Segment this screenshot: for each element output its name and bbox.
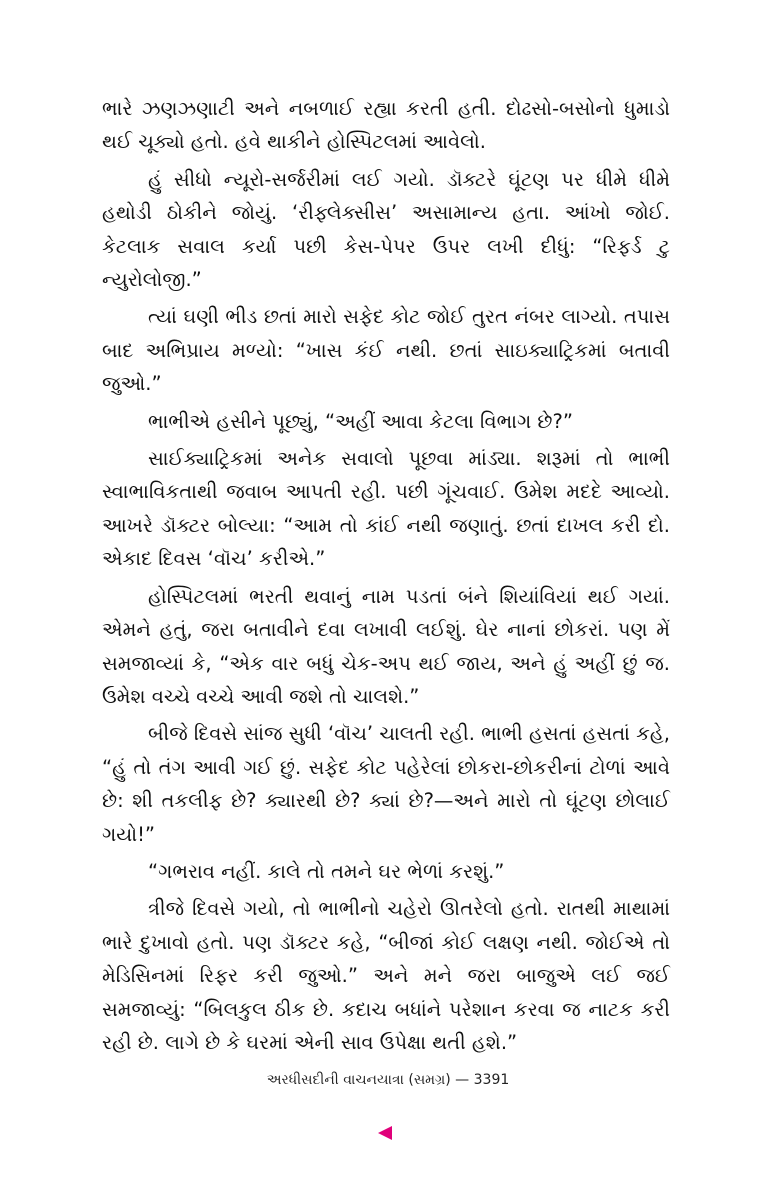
prev-page-arrow-icon[interactable] — [378, 1126, 392, 1140]
page-footer: અરધીસદીની વાચનયાત્રા (સમગ્ર) — 3391 — [266, 1072, 510, 1088]
paragraph-9: ત્રીજે દિવસે ગયો, તો ભાભીનો ચહેરો ઊતરેલો હતો. રાતથી માથામાં ભારે દુખાવો હતો. પણ ડૉક્ટર કહે, “બીજાં કોઈ લક્ષણ નથી. જોઈએ તો મેડિસિનમાં રિફર કરી જુઓ.” અને મને જરા બાજુએ લઈ જઈ સમજાવ્યું: “બિલકુલ ઠીક છે. કદાચ બધાંને પરેશાન કરવા જ નાટક કરી રહી છે. લાગે છે કે ઘરમાં એની સાવ ઉપેક્ષા થતી હશે.” — [102, 897, 670, 1054]
paragraph-1: ભારે ઝણઝણાટી અને નબળાઈ રહ્યા કરતી હતી. દોઢસો-બસોનો ધુમાડો થઈ ચૂક્યો હતો. હવે થાકીને હોસ્પિટલમાં આવેલો. — [102, 97, 670, 154]
paragraph-7: બીજે દિવસે સાંજ સુધી ‘વૉચ’ ચાલતી રહી. ભાભી હસતાં હસતાં કહે, “હું તો તંગ આવી ગઈ છું. સફેદ કોટ પહેરેલાં છોકરા-છોકરીનાં ટોળાં આવે છે: શી તકલીફ છે? ક્યારથી છે? ક્યાં છે?—અને મારો તો ઘૂંટણ છોલાઈ ગયો!” — [102, 722, 670, 846]
paragraph-6: હોસ્પિટલમાં ભરતી થવાનું નામ પડતાં બંને શિયાંવિયાં થઈ ગયાં. એમને હતું, જરા બતાવીને દવા લખાવી લઈશું. ઘેર નાનાં છોકરાં. પણ મેં સમજાવ્યાં કે, “એક વાર બધું ચેક-અપ થઈ જાય, અને હું અહીં છું જ. ઉમેશ વચ્ચે વચ્ચે આવી જશે તો ચાલશે.” — [102, 584, 670, 708]
paragraph-3: ત્યાં ઘણી ભીડ છતાં મારો સફેદ કોટ જોઈ તુરત નંબર લાગ્યો. તપાસ બાદ અભિપ્રાય મળ્યો: “ખાસ કંઈ નથી. છતાં સાઇક્યાટ્રિકમાં બતાવી જુઓ.” — [102, 305, 670, 396]
paragraph-5: સાઈક્યાટ્રિકમાં અનેક સવાલો પૂછવા માંડ્યા. શરૂમાં તો ભાભી સ્વાભાવિકતાથી જવાબ આપતી રહી. પછી ગૂંચવાઈ. ઉમેશ મદદે આવ્યો. આખરે ડૉક્ટર બોલ્યા: “આમ તો કાંઈ નથી જણાતું. છતાં દાખલ કરી દો. એકાદ દિવસ ‘વૉચ’ કરીએ.” — [102, 447, 670, 571]
body-text — [102, 92, 670, 1059]
paragraph-4: ભાભીએ હસીને પૂછ્યું, “અહીં આવા કેટલા વિભાગ છે?” — [148, 409, 573, 433]
paragraph-2: હું સીધો ન્યૂરો-સર્જરીમાં લઈ ગયો. ડૉક્ટરે ઘૂંટણ પર ધીમે ધીમે હથોડી ઠોકીને જોયું. ‘રીફ્લેક્સીસ’ અસામાન્ય હતા. આંખો જોઈ. કેટલાક સવાલ કર્યા પછી કેસ-પેપર ઉપર લખી દીધું: “રિફર્ડ ટુ ન્યુરોલોજી.” — [102, 167, 670, 292]
paragraph-8: “ગભરાવ નહીં. કાલે તો તમને ઘર ભેળાં કરશું.” — [148, 859, 505, 883]
